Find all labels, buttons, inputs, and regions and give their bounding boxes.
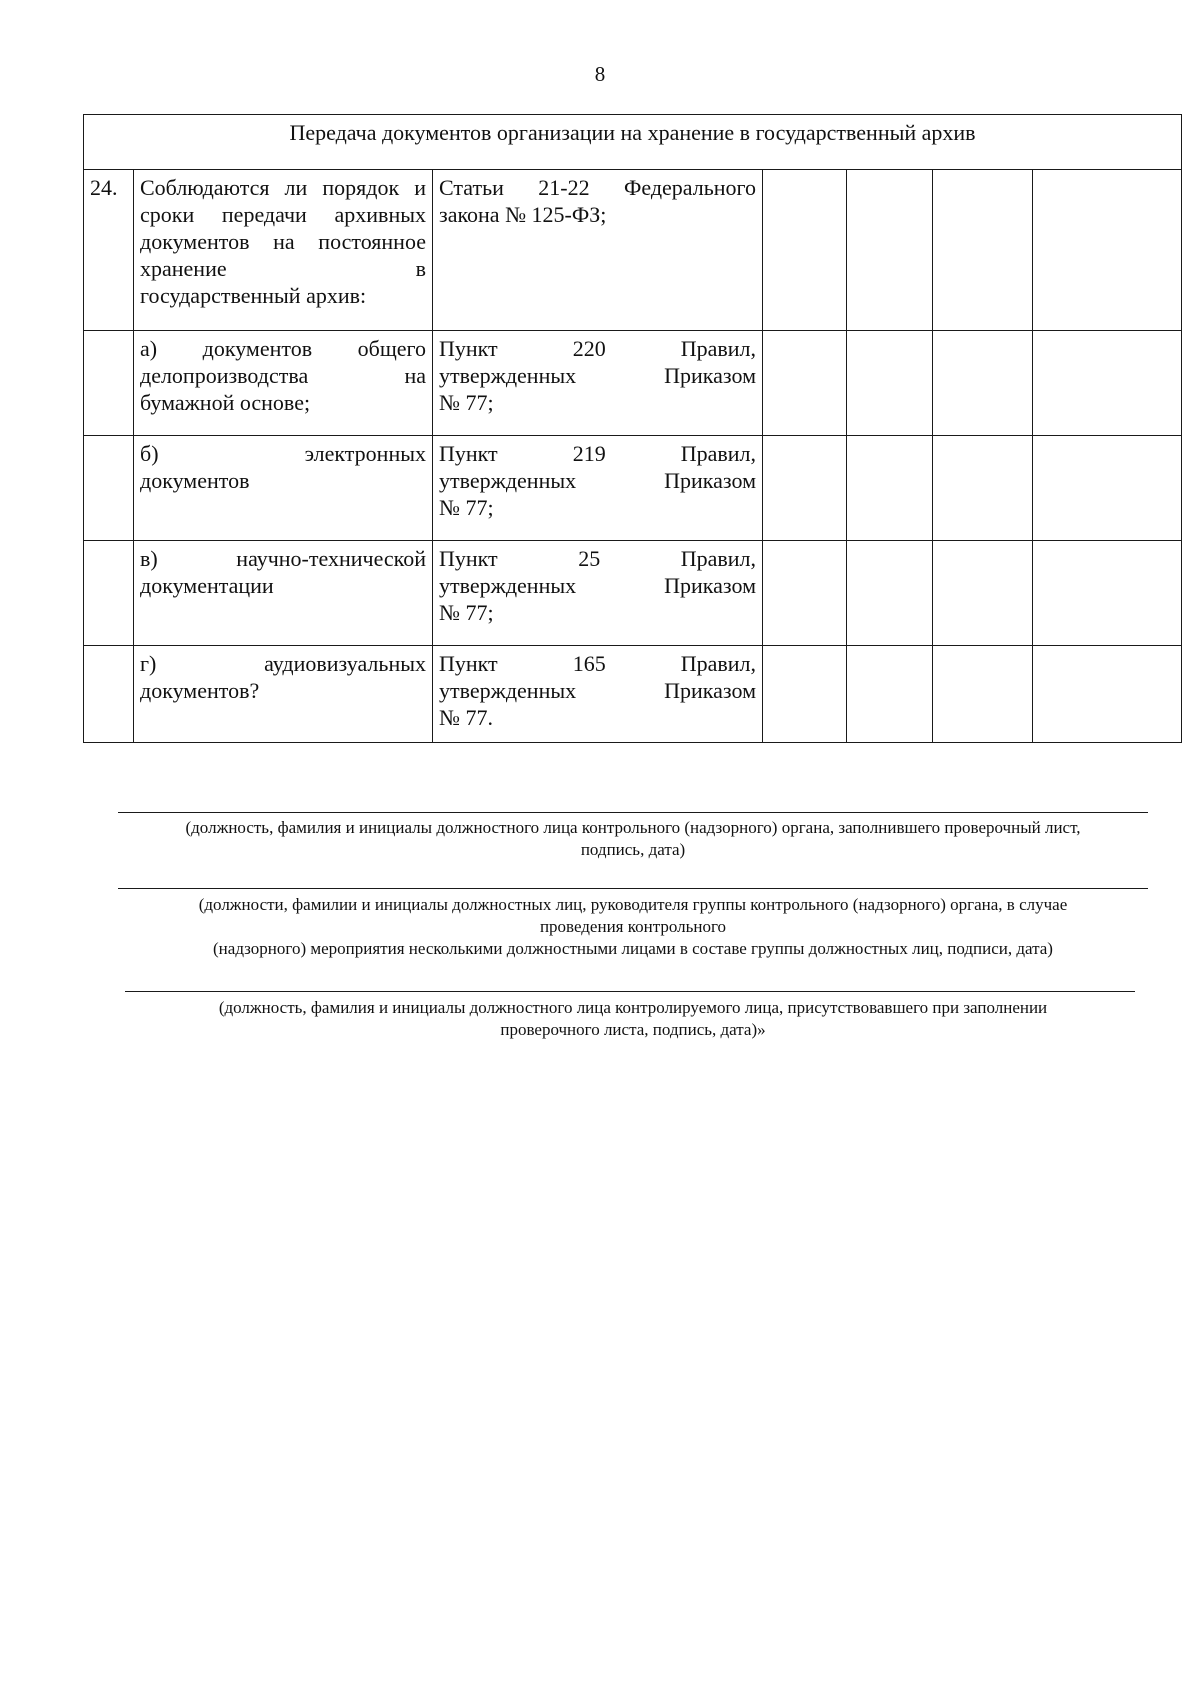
section-title: Передача документов организации на хранение в государственный архив	[84, 115, 1182, 170]
answer-no-cell[interactable]	[847, 331, 933, 436]
requirement-line: утвержденных Приказом	[439, 468, 756, 493]
question-line: хранение в	[140, 256, 426, 281]
question-line: Соблюдаются ли порядок и	[140, 175, 426, 200]
question-cell	[134, 646, 433, 743]
signature-line[interactable]	[125, 991, 1135, 992]
question-line: документов?	[140, 678, 260, 703]
requirement-line: № 77.	[439, 705, 493, 730]
requirement-line: Пункт 25 Правил,	[439, 546, 756, 571]
page-number: 8	[594, 62, 606, 86]
row-number	[84, 436, 134, 541]
note-cell[interactable]	[1033, 170, 1182, 331]
signature-line[interactable]	[118, 812, 1148, 813]
row-number	[84, 331, 134, 436]
checklist-table	[83, 114, 1182, 743]
caption-line: (должность, фамилия и инициалы должностного лица контрольного (надзорного) органа, заполнившего проверочный лист,	[185, 818, 1081, 837]
signature-caption-inspector	[85, 817, 1181, 861]
answer-no-cell[interactable]	[847, 646, 933, 743]
requirement-cell	[433, 436, 763, 541]
caption-line: (должности, фамилии и инициалы должностных лиц, руководителя группы контрольного (надзорного) органа, в случае	[198, 895, 1068, 914]
caption-line: (надзорного) мероприятия несколькими должностными лицами в составе группы должностных лиц, подписи, дата)	[213, 939, 1053, 958]
question-line: б) электронных	[140, 441, 426, 466]
answer-yes-cell[interactable]	[763, 646, 847, 743]
question-line: делопроизводства на	[140, 363, 426, 388]
caption-line: подпись, дата)	[580, 840, 686, 859]
row-number: 24.	[84, 170, 134, 331]
requirement-line: утвержденных Приказом	[439, 363, 756, 388]
answer-no-cell[interactable]	[847, 541, 933, 646]
answer-yes-cell[interactable]	[763, 541, 847, 646]
answer-yes-cell[interactable]	[763, 436, 847, 541]
answer-na-cell[interactable]	[933, 646, 1033, 743]
answer-yes-cell[interactable]	[763, 331, 847, 436]
row-number	[84, 541, 134, 646]
question-line: сроки передачи архивных	[140, 202, 426, 227]
question-line: документов на постоянное	[140, 229, 426, 254]
answer-no-cell[interactable]	[847, 170, 933, 331]
question-line: документов	[140, 468, 250, 493]
answer-na-cell[interactable]	[933, 436, 1033, 541]
table-row	[84, 646, 1182, 743]
requirement-line: утвержденных Приказом	[439, 573, 756, 598]
requirement-line: закона № 125-ФЗ;	[439, 202, 607, 227]
requirement-line: Пункт 165 Правил,	[439, 651, 756, 676]
note-cell[interactable]	[1033, 541, 1182, 646]
note-cell[interactable]	[1033, 436, 1182, 541]
question-line: государственный архив:	[140, 283, 367, 308]
requirement-line: Статьи 21-22 Федерального	[439, 175, 756, 200]
answer-no-cell[interactable]	[847, 436, 933, 541]
answer-na-cell[interactable]	[933, 331, 1033, 436]
question-line: бумажной основе;	[140, 390, 311, 415]
requirement-cell	[433, 646, 763, 743]
note-cell[interactable]	[1033, 646, 1182, 743]
question-cell	[134, 170, 433, 331]
signature-line[interactable]	[118, 888, 1148, 889]
question-line: в) научно-технической	[140, 546, 426, 571]
caption-line: проверочного листа, подпись, дата)»	[500, 1020, 766, 1039]
requirement-line: № 77;	[439, 495, 494, 520]
requirement-line: Пункт 219 Правил,	[439, 441, 756, 466]
requirement-line: № 77;	[439, 600, 494, 625]
question-cell	[134, 331, 433, 436]
note-cell[interactable]	[1033, 331, 1182, 436]
question-line: г) аудиовизуальных	[140, 651, 426, 676]
requirement-cell	[433, 541, 763, 646]
signature-caption-group	[85, 894, 1181, 960]
signature-caption-controlled-person	[85, 997, 1181, 1041]
section-header-row	[84, 115, 1182, 170]
requirement-line: Пункт 220 Правил,	[439, 336, 756, 361]
table-row	[84, 541, 1182, 646]
question-line: документации	[140, 573, 274, 598]
question-cell	[134, 436, 433, 541]
requirement-cell	[433, 170, 763, 331]
question-cell	[134, 541, 433, 646]
caption-line: проведения контрольного	[539, 917, 727, 936]
row-number	[84, 646, 134, 743]
requirement-cell	[433, 331, 763, 436]
table-row	[84, 331, 1182, 436]
table-row	[84, 170, 1182, 331]
table-row	[84, 436, 1182, 541]
answer-yes-cell[interactable]	[763, 170, 847, 331]
question-line: а) документов общего	[140, 336, 426, 361]
answer-na-cell[interactable]	[933, 541, 1033, 646]
caption-line: (должность, фамилия и инициалы должностного лица контролируемого лица, присутствовавшего при заполнении	[218, 998, 1048, 1017]
requirement-line: утвержденных Приказом	[439, 678, 756, 703]
answer-na-cell[interactable]	[933, 170, 1033, 331]
requirement-line: № 77;	[439, 390, 494, 415]
